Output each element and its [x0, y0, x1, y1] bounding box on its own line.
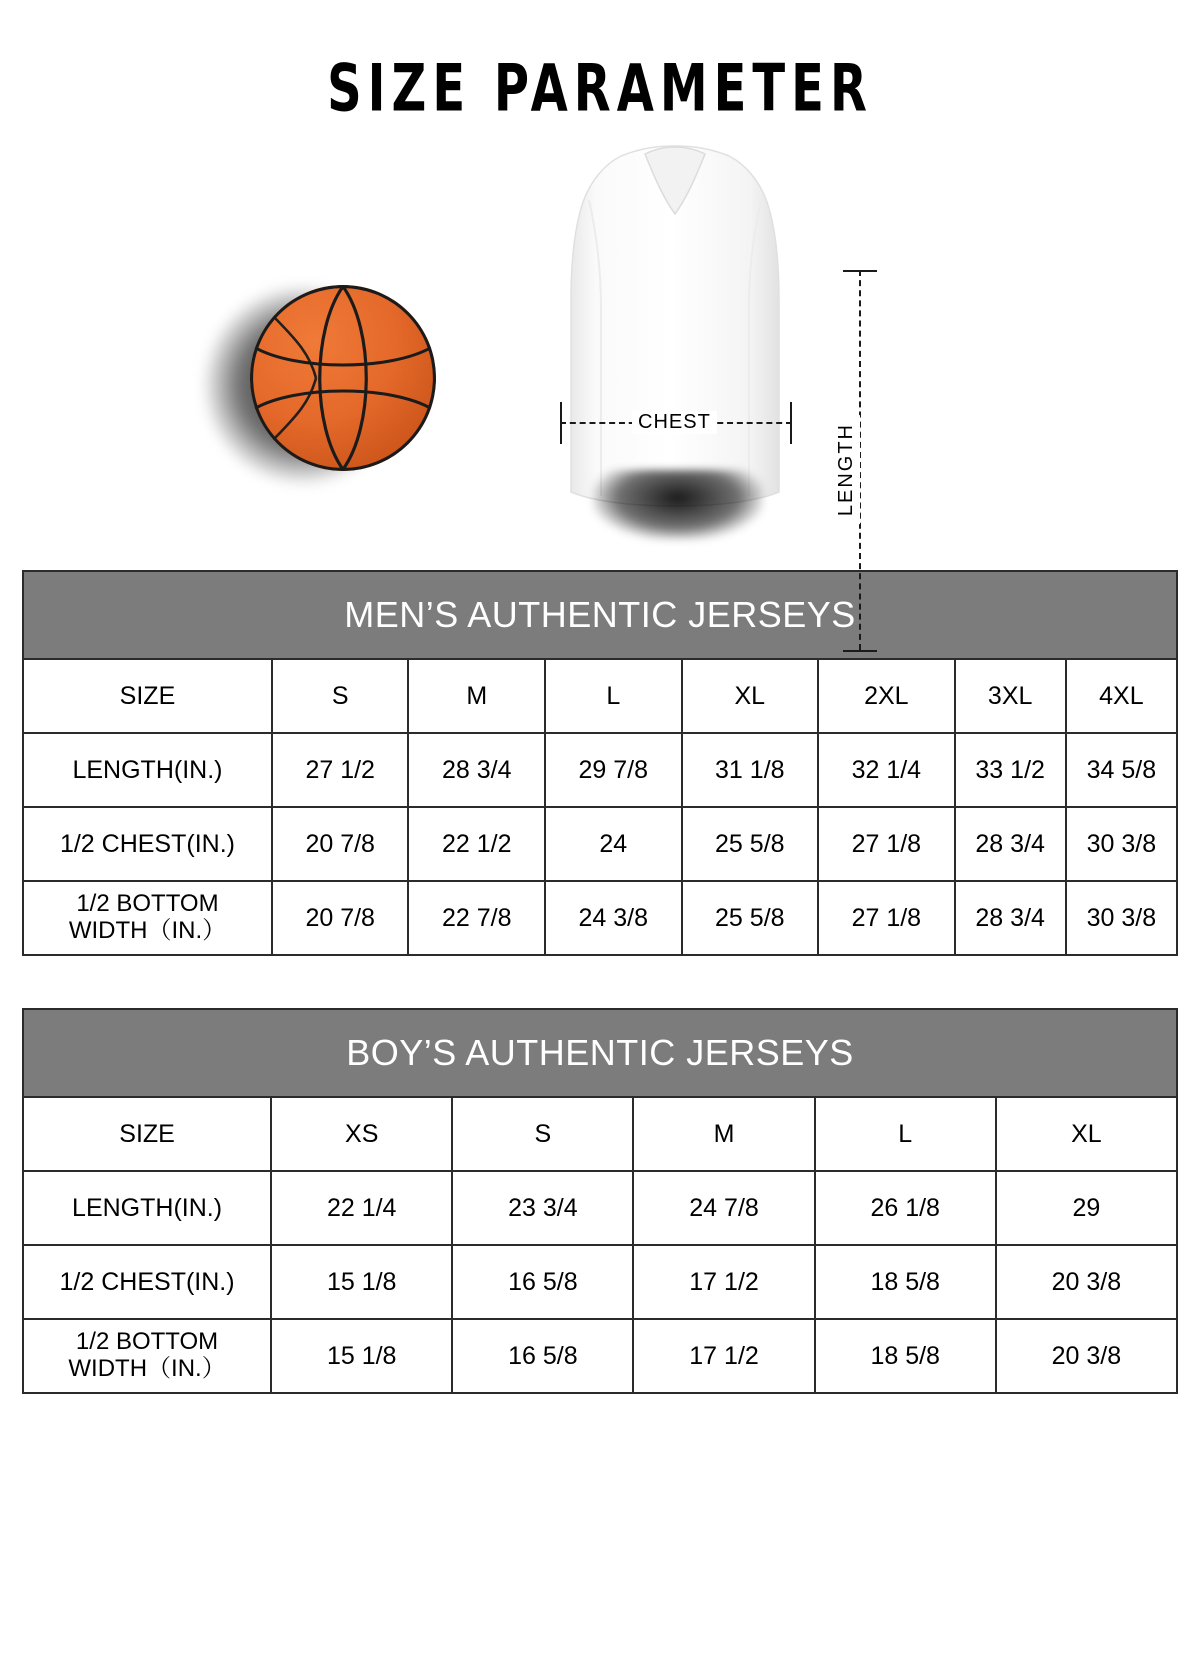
illustration-area	[0, 140, 1200, 570]
men-row-2-label-line1: 1/2 BOTTOM	[76, 890, 219, 918]
boy-col-0: SIZE	[23, 1097, 271, 1171]
table-row	[23, 1245, 1177, 1319]
boy-col-3: M	[633, 1097, 814, 1171]
boy-row-1-val-2: 17 1/2	[633, 1245, 814, 1319]
men-row-0-val-6: 34 5/8	[1066, 733, 1177, 807]
men-row-2-val-5: 28 3/4	[955, 881, 1066, 955]
basketball-icon	[250, 285, 436, 471]
page-title: SIZE PARAMETER	[327, 51, 873, 127]
boys-table-header: BOY’S AUTHENTIC JERSEYS	[22, 1008, 1178, 1096]
boy-row-0-val-4: 29	[996, 1171, 1177, 1245]
boys-size-table	[22, 1096, 1178, 1394]
boy-row-1-val-4: 20 3/8	[996, 1245, 1177, 1319]
boy-row-2-val-0: 15 1/8	[271, 1319, 452, 1393]
men-row-1-val-3: 25 5/8	[682, 807, 819, 881]
boy-row-0-val-1: 23 3/4	[452, 1171, 633, 1245]
boy-row-2-label-line2: WIDTH（IN.）	[68, 1355, 226, 1382]
men-row-0-val-3: 31 1/8	[682, 733, 819, 807]
boy-col-1: XS	[271, 1097, 452, 1171]
men-row-2-val-0: 20 7/8	[272, 881, 409, 955]
men-row-2-val-1: 22 7/8	[408, 881, 545, 955]
boy-row-0-label: LENGTH(IN.)	[23, 1171, 271, 1245]
men-row-0-val-4: 32 1/4	[818, 733, 955, 807]
men-row-2-label-line2: WIDTH（IN.）	[68, 917, 227, 944]
jersey-shadow	[593, 470, 763, 540]
mens-size-table	[22, 658, 1178, 956]
men-col-0: SIZE	[23, 659, 272, 733]
men-row-2-val-3: 25 5/8	[682, 881, 819, 955]
table-row	[23, 1171, 1177, 1245]
men-row-1-val-2: 24	[545, 807, 682, 881]
men-row-0-label: LENGTH(IN.)	[23, 733, 272, 807]
boy-row-2-val-2: 17 1/2	[633, 1319, 814, 1393]
men-col-5: 2XL	[818, 659, 955, 733]
men-col-2: M	[408, 659, 545, 733]
basketball-illustration	[228, 275, 448, 495]
table-row-header	[23, 659, 1177, 733]
men-col-4: XL	[682, 659, 819, 733]
men-row-0-val-0: 27 1/2	[272, 733, 409, 807]
men-row-1-val-1: 22 1/2	[408, 807, 545, 881]
table-row	[23, 733, 1177, 807]
table-row	[23, 807, 1177, 881]
men-row-1-label: 1/2 CHEST(IN.)	[23, 807, 272, 881]
boy-row-0-val-0: 22 1/4	[271, 1171, 452, 1245]
boy-col-4: L	[815, 1097, 996, 1171]
chest-measure-label: CHEST	[632, 411, 717, 434]
men-row-2-val-2: 24 3/8	[545, 881, 682, 955]
men-row-0-val-1: 28 3/4	[408, 733, 545, 807]
jersey-illustration	[545, 140, 805, 540]
men-row-1-val-4: 27 1/8	[818, 807, 955, 881]
men-row-1-val-5: 28 3/4	[955, 807, 1066, 881]
men-row-2-val-6: 30 3/8	[1066, 881, 1177, 955]
men-row-2-val-4: 27 1/8	[818, 881, 955, 955]
boy-row-1-label: 1/2 CHEST(IN.)	[23, 1245, 271, 1319]
length-cap-bottom	[843, 650, 877, 652]
boy-row-1-val-0: 15 1/8	[271, 1245, 452, 1319]
boy-row-1-val-1: 16 5/8	[452, 1245, 633, 1319]
table-row	[23, 1319, 1177, 1393]
men-col-1: S	[272, 659, 409, 733]
boy-row-2-val-3: 18 5/8	[815, 1319, 996, 1393]
boy-row-0-val-3: 26 1/8	[815, 1171, 996, 1245]
boy-row-2-val-1: 16 5/8	[452, 1319, 633, 1393]
boy-row-0-val-2: 24 7/8	[633, 1171, 814, 1245]
men-row-1-val-6: 30 3/8	[1066, 807, 1177, 881]
mens-size-table-block	[22, 570, 1178, 956]
length-measure-label: LENGTH	[833, 415, 860, 524]
boy-row-2-label-line1: 1/2 BOTTOM	[75, 1328, 219, 1356]
table-row	[23, 881, 1177, 955]
men-row-1-val-0: 20 7/8	[272, 807, 409, 881]
boys-size-table-block	[22, 1008, 1178, 1394]
boy-row-2-label	[23, 1319, 271, 1393]
boy-col-5: XL	[996, 1097, 1177, 1171]
men-row-0-val-2: 29 7/8	[545, 733, 682, 807]
boy-row-1-val-3: 18 5/8	[815, 1245, 996, 1319]
mens-table-header: MEN’S AUTHENTIC JERSEYS	[22, 570, 1178, 658]
men-row-2-label	[23, 881, 272, 955]
table-row-header	[23, 1097, 1177, 1171]
boy-col-2: S	[452, 1097, 633, 1171]
men-row-0-val-5: 33 1/2	[955, 733, 1066, 807]
boy-row-2-val-4: 20 3/8	[996, 1319, 1177, 1393]
men-col-3: L	[545, 659, 682, 733]
basketball-lines	[250, 285, 436, 471]
men-col-6: 3XL	[955, 659, 1066, 733]
men-col-7: 4XL	[1066, 659, 1177, 733]
